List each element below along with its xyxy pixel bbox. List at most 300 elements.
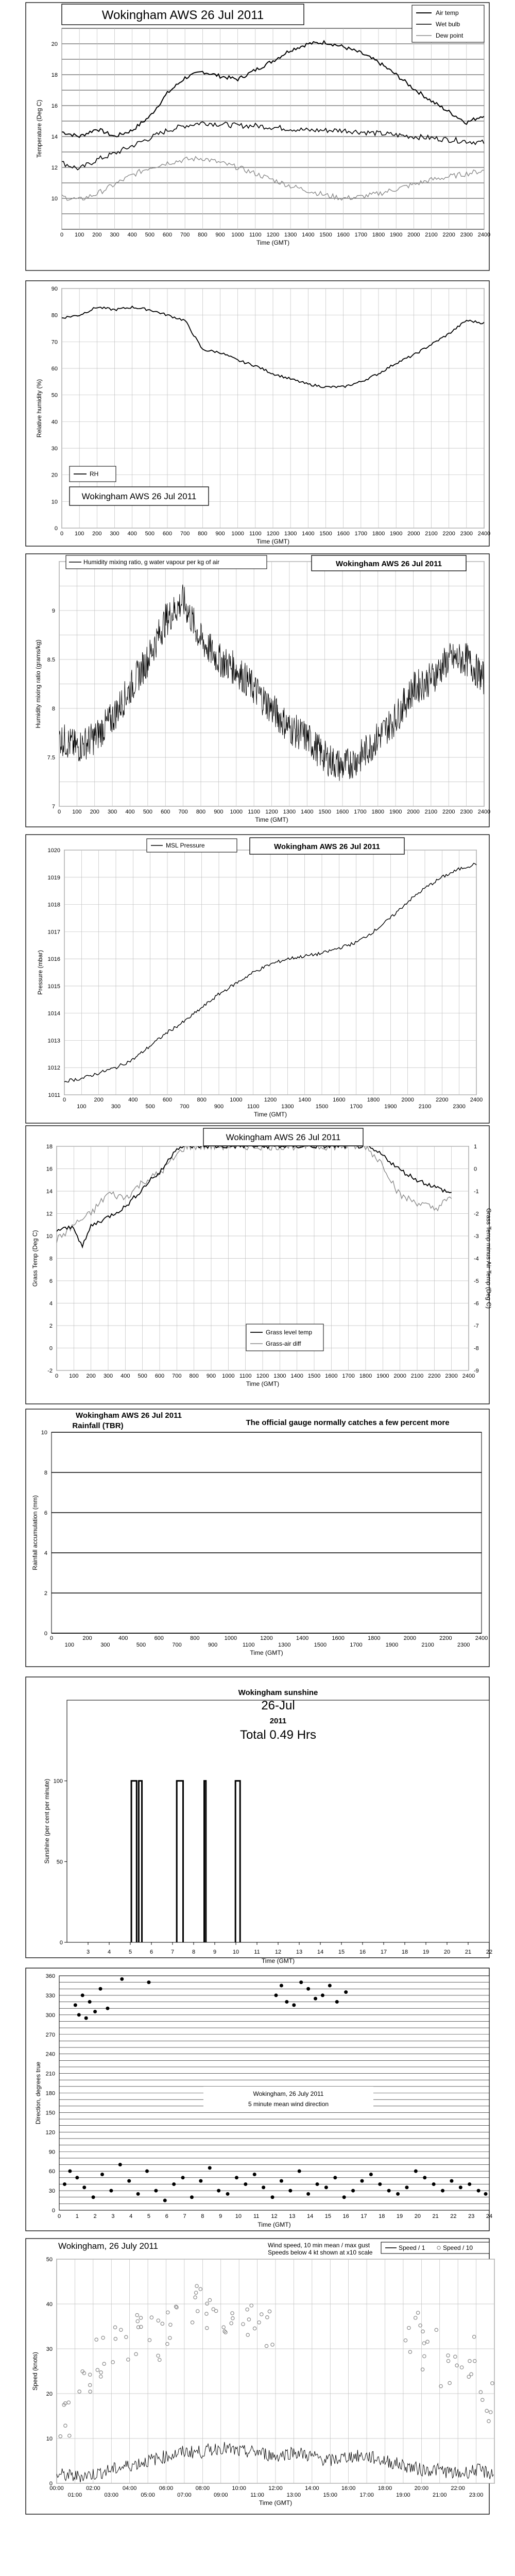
y-tick-label: 10 bbox=[41, 1430, 47, 1436]
y-tick-label: 0 bbox=[49, 1345, 53, 1352]
x-tick-label: 4 bbox=[129, 2213, 133, 2219]
x-axis-title: Time (GMT) bbox=[256, 239, 290, 246]
x-tick-label: 1500 bbox=[314, 1642, 327, 1648]
y-tick-label: 1018 bbox=[47, 902, 60, 908]
x-tick-label: 300 bbox=[100, 1642, 110, 1648]
y2-tick-label: -8 bbox=[474, 1345, 479, 1352]
x-tick-label: 500 bbox=[143, 809, 153, 815]
x-tick-label: 1800 bbox=[372, 232, 385, 238]
x-tick-label: 06:00 bbox=[159, 2485, 174, 2492]
y-axis-title: Pressure (mbar) bbox=[37, 950, 44, 995]
y-tick-label: 40 bbox=[46, 2301, 53, 2308]
x-tick-label: 1400 bbox=[302, 531, 315, 537]
y-tick-label: 1012 bbox=[47, 1065, 60, 1072]
x-tick-label: 2100 bbox=[425, 232, 438, 238]
x-tick-label: 1 bbox=[75, 2213, 79, 2219]
x-tick-label: 03:00 bbox=[104, 2492, 119, 2498]
x-tick-label: 1500 bbox=[315, 1104, 329, 1110]
x-tick-label: 14:00 bbox=[305, 2485, 319, 2492]
chart-title: Wokingham AWS 26 Jul 2011 bbox=[226, 1132, 341, 1142]
x-tick-label: 1200 bbox=[265, 809, 278, 815]
x-tick-label: 700 bbox=[172, 1373, 182, 1379]
x-tick-label: 2400 bbox=[470, 1097, 483, 1103]
x-tick-label: 800 bbox=[189, 1373, 199, 1379]
data-point bbox=[292, 2003, 296, 2007]
data-point bbox=[109, 2189, 113, 2193]
x-tick-label: 0 bbox=[57, 2213, 61, 2219]
annotation: The official gauge normally catches a few percent more bbox=[246, 1418, 450, 1427]
x-tick-label: 900 bbox=[215, 531, 225, 537]
x-tick-label: 900 bbox=[208, 1642, 218, 1648]
y2-tick-label: -7 bbox=[474, 1323, 479, 1329]
x-tick-label: 12 bbox=[274, 1949, 282, 1955]
legend-label: Humidity mixing ratio, g water vapour per kg of air bbox=[83, 558, 220, 566]
x-tick-label: 19:00 bbox=[396, 2492, 410, 2498]
y-tick-label: 20 bbox=[46, 2391, 53, 2397]
y-tick-label: 2 bbox=[44, 1590, 47, 1597]
x-tick-label: 1100 bbox=[249, 232, 262, 238]
data-point bbox=[163, 2199, 167, 2202]
x-tick-label: 500 bbox=[145, 1104, 155, 1110]
x-tick-label: 1400 bbox=[298, 1097, 311, 1103]
data-point bbox=[316, 2182, 319, 2186]
legend-label: Speed / 1 bbox=[399, 2244, 425, 2251]
x-tick-label: 400 bbox=[128, 1097, 138, 1103]
x-tick-label: 300 bbox=[110, 232, 119, 238]
x-tick-label: 2200 bbox=[442, 809, 455, 815]
x-tick-label: 08:00 bbox=[195, 2485, 210, 2492]
mixing-ratio-chart bbox=[35, 555, 490, 823]
x-tick-label: 800 bbox=[198, 232, 208, 238]
x-tick-label: 900 bbox=[214, 1104, 224, 1110]
x-tick-label: 13 bbox=[289, 2213, 296, 2219]
x-tick-label: 1600 bbox=[332, 1635, 345, 1641]
x-tick-label: 1100 bbox=[248, 809, 260, 815]
x-tick-label: 2200 bbox=[436, 1097, 449, 1103]
y2-axis-title: Grass Temp minus Air Temp (Deg C) bbox=[485, 1208, 492, 1309]
y-axis-title: Relative humidity (%) bbox=[36, 379, 43, 438]
x-tick-label: 20 bbox=[443, 1949, 451, 1955]
x-tick-label: 2100 bbox=[424, 809, 438, 815]
data-point bbox=[344, 1990, 348, 1994]
data-point bbox=[84, 2016, 88, 2020]
y-tick-label: 0 bbox=[44, 1631, 47, 1637]
y2-tick-label: -2 bbox=[474, 1211, 479, 1217]
data-point bbox=[423, 2176, 426, 2179]
x-tick-label: 600 bbox=[161, 809, 170, 815]
x-tick-label: 2200 bbox=[442, 531, 455, 537]
y-axis-title: Rainfall accumulation (mm) bbox=[31, 1495, 39, 1570]
data-point bbox=[306, 1987, 310, 1991]
x-tick-label: 21 bbox=[432, 2213, 439, 2219]
y-tick-label: 7.5 bbox=[47, 755, 55, 761]
x-tick-label: 1400 bbox=[290, 1373, 303, 1379]
data-point bbox=[280, 2179, 283, 2183]
x-tick-label: 1700 bbox=[354, 531, 368, 537]
x-tick-label: 1200 bbox=[264, 1097, 277, 1103]
x-tick-label: 10 bbox=[232, 1949, 239, 1955]
y-tick-label: 1014 bbox=[47, 1010, 60, 1017]
x-tick-label: 1800 bbox=[371, 809, 384, 815]
data-point bbox=[369, 2173, 373, 2176]
x-tick-label: 21:00 bbox=[432, 2492, 447, 2498]
data-point bbox=[93, 2010, 97, 2013]
y-tick-label: 150 bbox=[45, 2110, 55, 2116]
x-axis-title: Time (GMT) bbox=[255, 816, 288, 823]
x-tick-label: 20:00 bbox=[414, 2485, 429, 2492]
data-point bbox=[244, 2182, 247, 2186]
y-tick-label: 100 bbox=[53, 1778, 63, 1785]
data-point bbox=[127, 2179, 131, 2183]
x-tick-label: 16:00 bbox=[341, 2485, 356, 2492]
x-tick-label: 15:00 bbox=[323, 2492, 338, 2498]
x-tick-label: 01:00 bbox=[67, 2492, 82, 2498]
y-tick-label: 20 bbox=[51, 472, 58, 479]
temperature-chart bbox=[36, 4, 490, 246]
data-point bbox=[477, 2189, 480, 2193]
x-tick-label: 1900 bbox=[384, 1104, 397, 1110]
x-tick-label: 04:00 bbox=[122, 2485, 137, 2492]
x-tick-label: 2000 bbox=[407, 531, 420, 537]
x-tick-label: 16 bbox=[342, 2213, 349, 2219]
x-tick-label: 800 bbox=[196, 809, 206, 815]
x-tick-label: 1500 bbox=[318, 809, 331, 815]
pressure-chart bbox=[37, 838, 483, 1118]
y-tick-label: 9 bbox=[52, 608, 55, 614]
data-point bbox=[314, 1997, 317, 2001]
data-point bbox=[81, 1993, 84, 1997]
data-point bbox=[208, 2166, 212, 2170]
x-tick-label: 2400 bbox=[477, 531, 491, 537]
x-tick-label: 2400 bbox=[477, 809, 491, 815]
wind-speed-chart bbox=[31, 2241, 494, 2506]
y-axis-title: Humidity mixing ratio (grams/kg) bbox=[35, 639, 42, 728]
x-tick-label: 00:00 bbox=[49, 2485, 64, 2492]
x-tick-label: 18 bbox=[379, 2213, 385, 2219]
x-tick-label: 400 bbox=[125, 809, 135, 815]
data-point bbox=[450, 2179, 453, 2183]
x-tick-label: 11 bbox=[254, 1949, 260, 1955]
x-tick-label: 15 bbox=[338, 1949, 345, 1955]
x-tick-label: 1100 bbox=[247, 1104, 260, 1110]
y-axis-title: Sunshine (per cent per minute) bbox=[43, 1778, 50, 1864]
chart-title: Wokingham AWS 26 Jul 2011 bbox=[274, 842, 380, 851]
legend-label: Grass level temp bbox=[266, 1329, 313, 1336]
x-tick-label: 2000 bbox=[403, 1635, 417, 1641]
x-tick-label: 1900 bbox=[385, 1642, 399, 1648]
x-tick-label: 2200 bbox=[439, 1635, 452, 1641]
data-point bbox=[441, 2189, 444, 2193]
x-tick-label: 1400 bbox=[302, 232, 315, 238]
data-point bbox=[74, 2003, 77, 2007]
x-tick-label: 2000 bbox=[401, 1097, 414, 1103]
y2-tick-label: -1 bbox=[474, 1189, 479, 1195]
x-tick-label: 4 bbox=[107, 1949, 111, 1955]
data-point bbox=[145, 2170, 149, 2173]
data-point bbox=[468, 2182, 471, 2186]
x-tick-label: 1000 bbox=[222, 1373, 235, 1379]
data-point bbox=[335, 2000, 339, 2004]
data-point bbox=[92, 2195, 95, 2199]
plot-area bbox=[52, 1432, 482, 1633]
data-point bbox=[106, 2007, 109, 2010]
x-tick-label: 300 bbox=[103, 1373, 113, 1379]
data-point bbox=[360, 2179, 364, 2183]
legend-label: Speed / 10 bbox=[443, 2244, 473, 2251]
x-tick-label: 17:00 bbox=[359, 2492, 374, 2498]
x-tick-label: 400 bbox=[127, 531, 137, 537]
x-tick-label: 14 bbox=[317, 1949, 324, 1955]
x-tick-label: 800 bbox=[197, 1097, 207, 1103]
x-tick-label: 11 bbox=[253, 2213, 260, 2219]
x-tick-label: 1300 bbox=[281, 1104, 294, 1110]
x-tick-label: 800 bbox=[198, 531, 208, 537]
x-tick-label: 2400 bbox=[477, 232, 491, 238]
x-tick-label: 9 bbox=[213, 1949, 217, 1955]
x-tick-label: 12:00 bbox=[268, 2485, 283, 2492]
x-tick-label: 2400 bbox=[475, 1635, 488, 1641]
x-tick-label: 1300 bbox=[273, 1373, 286, 1379]
data-point bbox=[100, 2173, 104, 2176]
data-point bbox=[351, 2189, 355, 2193]
x-tick-label: 1700 bbox=[354, 232, 368, 238]
x-tick-label: 500 bbox=[145, 232, 155, 238]
y-tick-label: 16 bbox=[46, 1166, 53, 1173]
y-tick-label: 70 bbox=[51, 339, 58, 346]
x-tick-label: 1300 bbox=[278, 1642, 291, 1648]
x-tick-label: 100 bbox=[69, 1373, 79, 1379]
x-tick-label: 1700 bbox=[350, 1104, 363, 1110]
x-tick-label: 500 bbox=[145, 531, 155, 537]
x-tick-label: 16 bbox=[359, 1949, 366, 1955]
x-tick-label: 7 bbox=[183, 2213, 186, 2219]
y-tick-label: 1017 bbox=[47, 929, 60, 936]
y-tick-label: 6 bbox=[49, 1278, 53, 1284]
data-point bbox=[459, 2185, 462, 2189]
y-tick-label: 0 bbox=[59, 1940, 63, 1946]
x-tick-label: 05:00 bbox=[141, 2492, 155, 2498]
x-tick-label: 11:00 bbox=[250, 2492, 264, 2498]
x-tick-label: 2100 bbox=[418, 1104, 432, 1110]
x-tick-label: 100 bbox=[74, 531, 84, 537]
x-tick-label: 1600 bbox=[325, 1373, 338, 1379]
y-tick-label: 12 bbox=[51, 165, 58, 171]
legend-label: Grass-air diff bbox=[266, 1340, 301, 1347]
x-tick-label: 12 bbox=[271, 2213, 278, 2219]
x-tick-label: 2300 bbox=[457, 1642, 470, 1648]
x-tick-label: 100 bbox=[64, 1642, 74, 1648]
legend-label: Air temp bbox=[436, 9, 459, 16]
y-tick-label: 30 bbox=[48, 2188, 55, 2195]
x-tick-label: 700 bbox=[180, 1104, 190, 1110]
data-point bbox=[298, 2170, 301, 2173]
x-tick-label: 2 bbox=[93, 2213, 97, 2219]
y-tick-label: 1020 bbox=[47, 848, 60, 854]
data-point bbox=[280, 1984, 283, 1987]
y-tick-label: 8 bbox=[49, 1256, 53, 1262]
y-tick-label: 50 bbox=[56, 1859, 63, 1866]
legend-label: Dew point bbox=[436, 32, 464, 39]
x-tick-label: 1900 bbox=[376, 1373, 389, 1379]
x-tick-label: 1100 bbox=[249, 531, 262, 537]
x-tick-label: 900 bbox=[206, 1373, 216, 1379]
chart-title: Wokingham AWS 26 Jul 2011 bbox=[81, 492, 197, 501]
x-tick-label: 6 bbox=[149, 1949, 153, 1955]
data-point bbox=[414, 2170, 418, 2173]
y-tick-label: 360 bbox=[45, 1973, 55, 1979]
y-tick-label: 0 bbox=[52, 2208, 55, 2214]
rainfall-chart bbox=[31, 1411, 488, 1656]
data-point bbox=[181, 2176, 185, 2179]
x-tick-label: 500 bbox=[136, 1642, 146, 1648]
humidity-chart bbox=[36, 286, 490, 545]
x-tick-label: 1600 bbox=[337, 531, 350, 537]
y-tick-label: 1013 bbox=[47, 1038, 60, 1044]
x-tick-label: 1200 bbox=[260, 1635, 273, 1641]
x-tick-label: 600 bbox=[162, 232, 173, 238]
x-tick-label: 1800 bbox=[372, 531, 385, 537]
x-tick-label: 19 bbox=[422, 1949, 430, 1955]
y-tick-label: 90 bbox=[51, 286, 58, 292]
x-tick-label: 8 bbox=[201, 2213, 204, 2219]
y-axis-title: Direction, degrees true bbox=[35, 2061, 42, 2125]
data-point bbox=[306, 2192, 310, 2196]
x-axis-title: Time (GMT) bbox=[246, 1380, 280, 1387]
chart-year: 2011 bbox=[269, 1717, 287, 1725]
x-tick-label: 18 bbox=[401, 1949, 408, 1955]
x-tick-label: 400 bbox=[121, 1373, 130, 1379]
x-tick-label: 1200 bbox=[266, 232, 280, 238]
data-point bbox=[199, 2179, 202, 2183]
y-tick-label: 10 bbox=[51, 196, 58, 202]
y-tick-label: 50 bbox=[51, 392, 58, 399]
y-tick-label: 20 bbox=[51, 41, 58, 47]
x-tick-label: 100 bbox=[77, 1104, 87, 1110]
data-point bbox=[172, 2182, 176, 2186]
x-tick-label: 13:00 bbox=[286, 2492, 301, 2498]
y-tick-label: 18 bbox=[51, 72, 58, 78]
chart-subtitle: Wind speed, 10 min mean / max gust bbox=[268, 2242, 370, 2249]
data-point bbox=[88, 2000, 92, 2004]
x-tick-label: 1700 bbox=[354, 809, 367, 815]
x-tick-label: 2000 bbox=[393, 1373, 406, 1379]
x-tick-label: 1100 bbox=[239, 1373, 252, 1379]
y-tick-label: 1015 bbox=[47, 983, 60, 990]
y-tick-label: 240 bbox=[45, 2051, 55, 2058]
x-tick-label: 22 bbox=[450, 2213, 457, 2219]
x-tick-label: 200 bbox=[92, 232, 102, 238]
x-axis-title: Time (GMT) bbox=[253, 1111, 287, 1118]
x-tick-label: 1200 bbox=[266, 531, 280, 537]
x-tick-label: 18:00 bbox=[377, 2485, 392, 2492]
y-tick-label: 1011 bbox=[48, 1092, 60, 1098]
y-tick-label: 0 bbox=[49, 2481, 53, 2487]
x-tick-label: 2300 bbox=[453, 1104, 466, 1110]
y-tick-label: 270 bbox=[45, 2031, 55, 2038]
y2-tick-label: 0 bbox=[474, 1166, 477, 1173]
y2-tick-label: -9 bbox=[474, 1368, 479, 1374]
x-tick-label: 1400 bbox=[296, 1635, 309, 1641]
y2-tick-label: -4 bbox=[474, 1256, 479, 1262]
x-tick-label: 1000 bbox=[231, 232, 244, 238]
data-point bbox=[75, 2176, 79, 2179]
x-tick-label: 200 bbox=[94, 1097, 104, 1103]
x-tick-label: 22:00 bbox=[451, 2485, 465, 2492]
x-tick-label: 24 bbox=[486, 2213, 493, 2219]
y-tick-label: 16 bbox=[51, 103, 58, 109]
x-tick-label: 1700 bbox=[342, 1373, 355, 1379]
x-axis-title: Time (GMT) bbox=[261, 1957, 295, 1964]
x-tick-label: 5 bbox=[147, 2213, 151, 2219]
x-tick-label: 2000 bbox=[407, 809, 420, 815]
y2-tick-label: 1 bbox=[474, 1144, 477, 1150]
legend-label: MSL Pressure bbox=[166, 842, 205, 849]
y-tick-label: 1016 bbox=[47, 956, 60, 963]
y-tick-label: 10 bbox=[46, 1233, 53, 1240]
x-tick-label: 1300 bbox=[283, 809, 296, 815]
x-tick-label: 1100 bbox=[242, 1642, 255, 1648]
chart-total: Total 0.49 Hrs bbox=[239, 1728, 317, 1742]
x-tick-label: 5 bbox=[128, 1949, 132, 1955]
data-point bbox=[154, 2189, 158, 2193]
x-tick-label: 400 bbox=[127, 232, 137, 238]
x-tick-label: 3 bbox=[86, 1949, 90, 1955]
data-point bbox=[288, 2189, 292, 2193]
x-tick-label: 02:00 bbox=[86, 2485, 100, 2492]
y-axis-title: Speed (knots) bbox=[31, 2352, 39, 2391]
x-tick-label: 0 bbox=[49, 1635, 54, 1641]
x-tick-label: 1900 bbox=[389, 531, 403, 537]
x-tick-label: 2100 bbox=[421, 1642, 434, 1648]
x-tick-label: 600 bbox=[154, 1635, 164, 1641]
x-tick-label: 2300 bbox=[460, 232, 473, 238]
y-tick-label: 8 bbox=[44, 1470, 47, 1476]
y-tick-label: 6 bbox=[44, 1510, 47, 1516]
data-point bbox=[147, 1980, 150, 1984]
data-point bbox=[299, 1980, 303, 1984]
data-point bbox=[324, 2185, 328, 2189]
x-tick-label: 200 bbox=[86, 1373, 96, 1379]
x-tick-label: 0 bbox=[55, 1373, 59, 1379]
data-point bbox=[217, 2189, 220, 2193]
data-point bbox=[82, 2185, 86, 2189]
y-tick-label: 10 bbox=[51, 499, 58, 505]
legend-label: RH bbox=[90, 470, 99, 478]
x-axis-title: Time (GMT) bbox=[256, 538, 290, 545]
x-tick-label: 1400 bbox=[301, 809, 314, 815]
data-point bbox=[484, 2192, 488, 2196]
x-tick-label: 19 bbox=[396, 2213, 403, 2219]
data-point bbox=[405, 2185, 408, 2189]
x-tick-label: 700 bbox=[178, 809, 188, 815]
x-tick-label: 2100 bbox=[410, 1373, 424, 1379]
x-tick-label: 1000 bbox=[230, 809, 243, 815]
data-point bbox=[432, 2182, 436, 2186]
data-point bbox=[63, 2182, 66, 2186]
data-point bbox=[226, 2192, 230, 2196]
y-tick-label: 40 bbox=[51, 419, 58, 426]
x-tick-label: 17 bbox=[380, 1949, 387, 1955]
x-tick-label: 1000 bbox=[230, 1097, 243, 1103]
wind-direction-chart bbox=[35, 1973, 492, 2228]
chart-title: Wokingham AWS 26 Jul 2011 bbox=[76, 1411, 182, 1420]
legend-label: Wet bulb bbox=[436, 21, 460, 28]
sunshine-chart bbox=[43, 1688, 492, 1964]
x-tick-label: 700 bbox=[172, 1642, 182, 1648]
x-tick-label: 800 bbox=[190, 1635, 200, 1641]
chart-title: Wokingham AWS 26 Jul 2011 bbox=[336, 560, 442, 568]
x-tick-label: 0 bbox=[57, 809, 61, 815]
